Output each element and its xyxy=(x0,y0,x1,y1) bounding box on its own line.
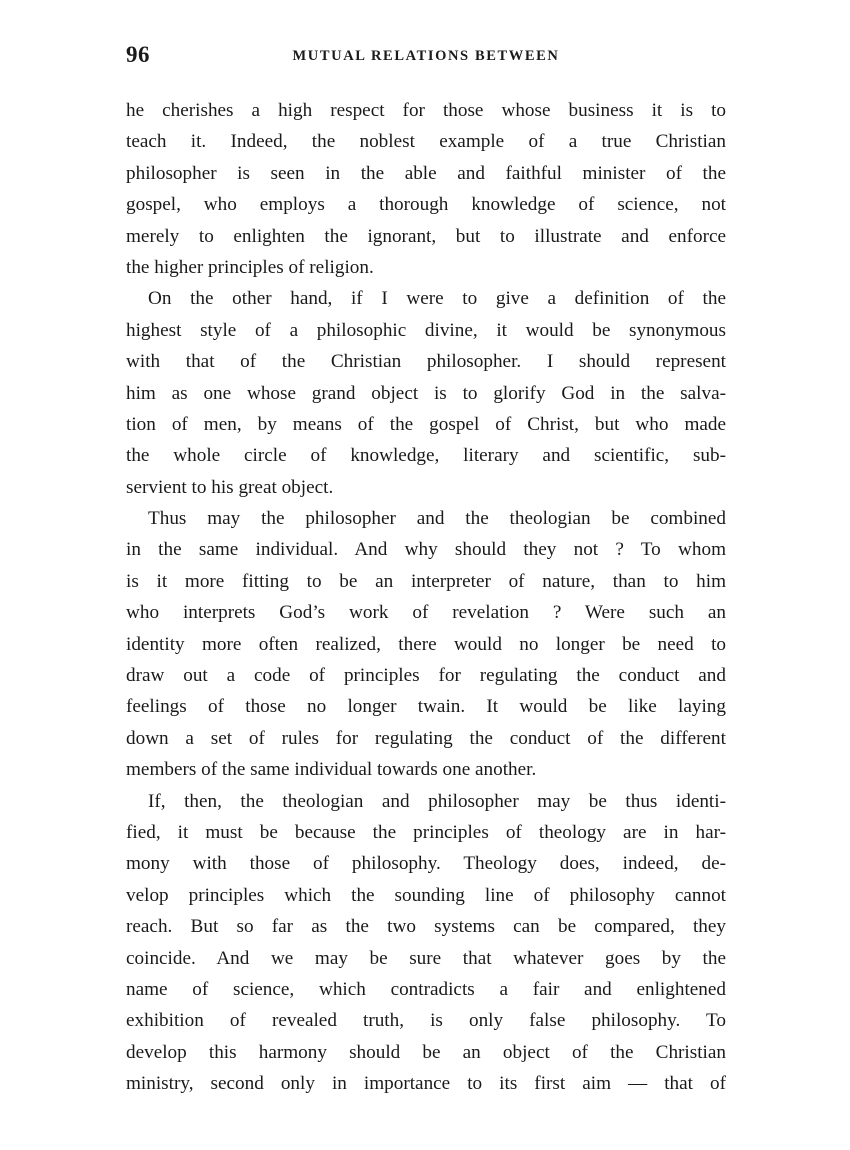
text-line: who interprets God’s work of revelation ? Were such an xyxy=(126,602,726,624)
text-line: philosopher is seen in the able and faithful minister of the xyxy=(126,162,726,184)
text-line: the whole circle of knowledge, literary and scientific, sub- xyxy=(126,445,726,467)
page-body xyxy=(126,95,726,1100)
text-line: merely to enlighten the ignorant, but to illustrate and enforce xyxy=(126,225,726,247)
page-number: 96 xyxy=(126,42,150,67)
text-line: draw out a code of principles for regulating the conduct and xyxy=(126,665,726,687)
text-line: tion of men, by means of the gospel of Christ, but who made xyxy=(126,413,726,435)
text-line: highest style of a philosophic divine, it would be synonymous xyxy=(126,319,726,341)
text-line: exhibition of revealed truth, is only false philosophy. To xyxy=(126,1010,726,1032)
text-line: members of the same individual towards one another. xyxy=(126,759,537,781)
text-line: he cherishes a high respect for those whose business it is to xyxy=(126,100,726,121)
running-head: MUTUAL RELATIONS BETWEEN xyxy=(292,48,560,64)
text-line: down a set of rules for regulating the conduct of the different xyxy=(126,727,726,749)
paragraph xyxy=(126,283,726,503)
text-line: teach it. Indeed, the noblest example of a true Christian xyxy=(126,131,726,153)
text-line: gospel, who employs a thorough knowledge of science, not xyxy=(126,194,726,216)
page-header xyxy=(126,42,726,72)
text-line: in the same individual. And why should they not ? To whom xyxy=(126,539,726,561)
text-line: is it more fitting to be an interpreter of nature, than to him xyxy=(126,570,726,592)
text-line: Thus may the philosopher and the theologian be combined xyxy=(148,508,726,530)
text-line: servient to his great object. xyxy=(126,476,334,498)
text-line: name of science, which contradicts a fair and enlightened xyxy=(126,978,726,1000)
text-line: coincide. And we may be sure that whatever goes by the xyxy=(126,947,726,969)
text-line: ministry, second only in importance to its first aim — that of xyxy=(126,1073,726,1095)
text-line: identity more often realized, there would no longer be need to xyxy=(126,633,726,655)
text-line: feelings of those no longer twain. It would be like laying xyxy=(126,696,726,718)
paragraph xyxy=(126,95,726,283)
text-line: with that of the Christian philosopher. I should represent xyxy=(126,351,726,373)
text-line: If, then, the theologian and philosopher may be thus identi- xyxy=(148,790,726,812)
text-line: velop principles which the sounding line of philosophy cannot xyxy=(126,884,726,906)
paragraph xyxy=(126,503,726,786)
text-line: the higher principles of religion. xyxy=(126,256,374,278)
text-line: fied, it must be because the principles of theology are in har- xyxy=(126,821,726,843)
text-line: On the other hand, if I were to give a definition of the xyxy=(148,288,726,310)
text-line: reach. But so far as the two systems can be compared, they xyxy=(126,916,726,938)
text-line: mony with those of philosophy. Theology does, indeed, de- xyxy=(126,853,726,875)
text-line: develop this harmony should be an object of the Christian xyxy=(126,1041,726,1063)
text-line: him as one whose grand object is to glorify God in the salva- xyxy=(126,382,726,404)
paragraph xyxy=(126,786,726,1100)
